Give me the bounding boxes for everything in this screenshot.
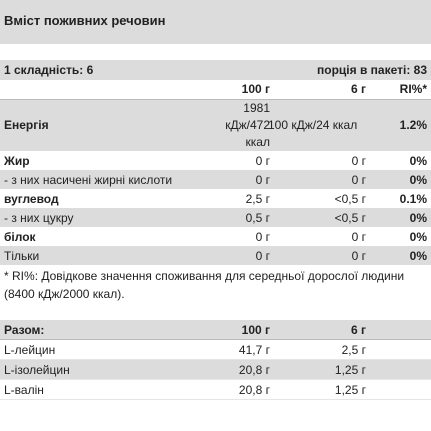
row-value-100g: 0 г (255, 248, 270, 263)
row-label: вуглевод (4, 191, 59, 206)
energy-100g-line1: 1981 (243, 100, 270, 115)
row-label: - з них цукру (4, 210, 74, 225)
energy-6g (268, 99, 370, 151)
servings-in-package: порція в пакеті: 83 (317, 63, 427, 77)
table-row (0, 380, 431, 400)
row-value-100g: 20,8 г (180, 360, 274, 380)
nutrition-title: Вміст поживних речовин (0, 0, 431, 44)
summary-column-100g: 100 г (180, 320, 274, 340)
amino-summary-table (0, 320, 431, 400)
row-label: - з них насичені жирні кислоти (4, 172, 173, 187)
row-label: L-лейцин (0, 340, 180, 360)
energy-100g (180, 99, 274, 151)
row-label: Тільки (4, 248, 40, 263)
column-header-row (0, 80, 431, 99)
row-value-6g: <0,5 г (334, 191, 366, 206)
row-value-ri: 0.1% (399, 191, 427, 206)
row-label: Енергія (4, 118, 49, 133)
summary-header-row (0, 320, 431, 340)
ri-footnote-marker: * RI% (4, 269, 35, 283)
row-value-100g: 0 г (255, 153, 270, 168)
summary-column-6g: 6 г (274, 320, 370, 340)
row-label: L-ізолейцин (0, 360, 180, 380)
table-row-energy (0, 99, 431, 151)
row-value-100g: 0,5 г (245, 210, 270, 225)
row-value-100g: 0 г (255, 172, 270, 187)
servings-per-container: 1 складність: 6 (4, 63, 94, 77)
column-ri: RI%* (370, 80, 431, 99)
table-row (0, 151, 431, 170)
column-6g: 6 г (274, 80, 370, 99)
table-row (0, 208, 431, 227)
row-label: білок (4, 229, 36, 244)
column-100g: 100 г (180, 80, 274, 99)
row-value-6g: 0 г (351, 172, 366, 187)
table-row (0, 340, 431, 360)
servings-header (0, 60, 431, 80)
row-value-6g: 1,25 г (274, 360, 370, 380)
ri-footnote-text: : Довідкове значення споживання для середньої дорослої людини (8400 кДж/2000 ккал). (4, 269, 405, 301)
row-value-6g: 0 г (351, 229, 366, 244)
energy-100g-line2: кДж/472 (225, 117, 270, 132)
row-value-100g: 41,7 г (180, 340, 274, 360)
table-row (0, 189, 431, 208)
row-value-100g: 2,5 г (245, 191, 270, 206)
row-value-6g: 1,25 г (274, 380, 370, 400)
row-value-6g: 0 г (351, 153, 366, 168)
energy-100g-line3: ккал (245, 134, 270, 149)
row-label: L-валін (0, 380, 180, 400)
row-label: Жир (4, 153, 30, 168)
row-value-ri: 0% (409, 210, 427, 225)
table-row (0, 227, 431, 246)
row-value-100g: 0 г (255, 229, 270, 244)
ri-footnote (4, 267, 424, 303)
table-row (0, 246, 431, 265)
summary-header-label: Разом: (0, 320, 180, 340)
row-value-6g: <0,5 г (334, 210, 366, 225)
energy-6g-value: 100 кДж/24 ккал (268, 117, 358, 132)
row-value-6g: 2,5 г (274, 340, 370, 360)
row-value-100g: 20,8 г (180, 380, 274, 400)
energy-ri: 1.2% (399, 118, 427, 133)
nutrition-table (0, 80, 431, 265)
row-value-ri: 0% (409, 153, 427, 168)
row-value-ri: 0% (409, 172, 427, 187)
row-value-ri: 0% (409, 229, 427, 244)
table-row (0, 170, 431, 189)
table-row (0, 360, 431, 380)
row-value-ri: 0% (409, 248, 427, 263)
row-value-6g: 0 г (351, 248, 366, 263)
